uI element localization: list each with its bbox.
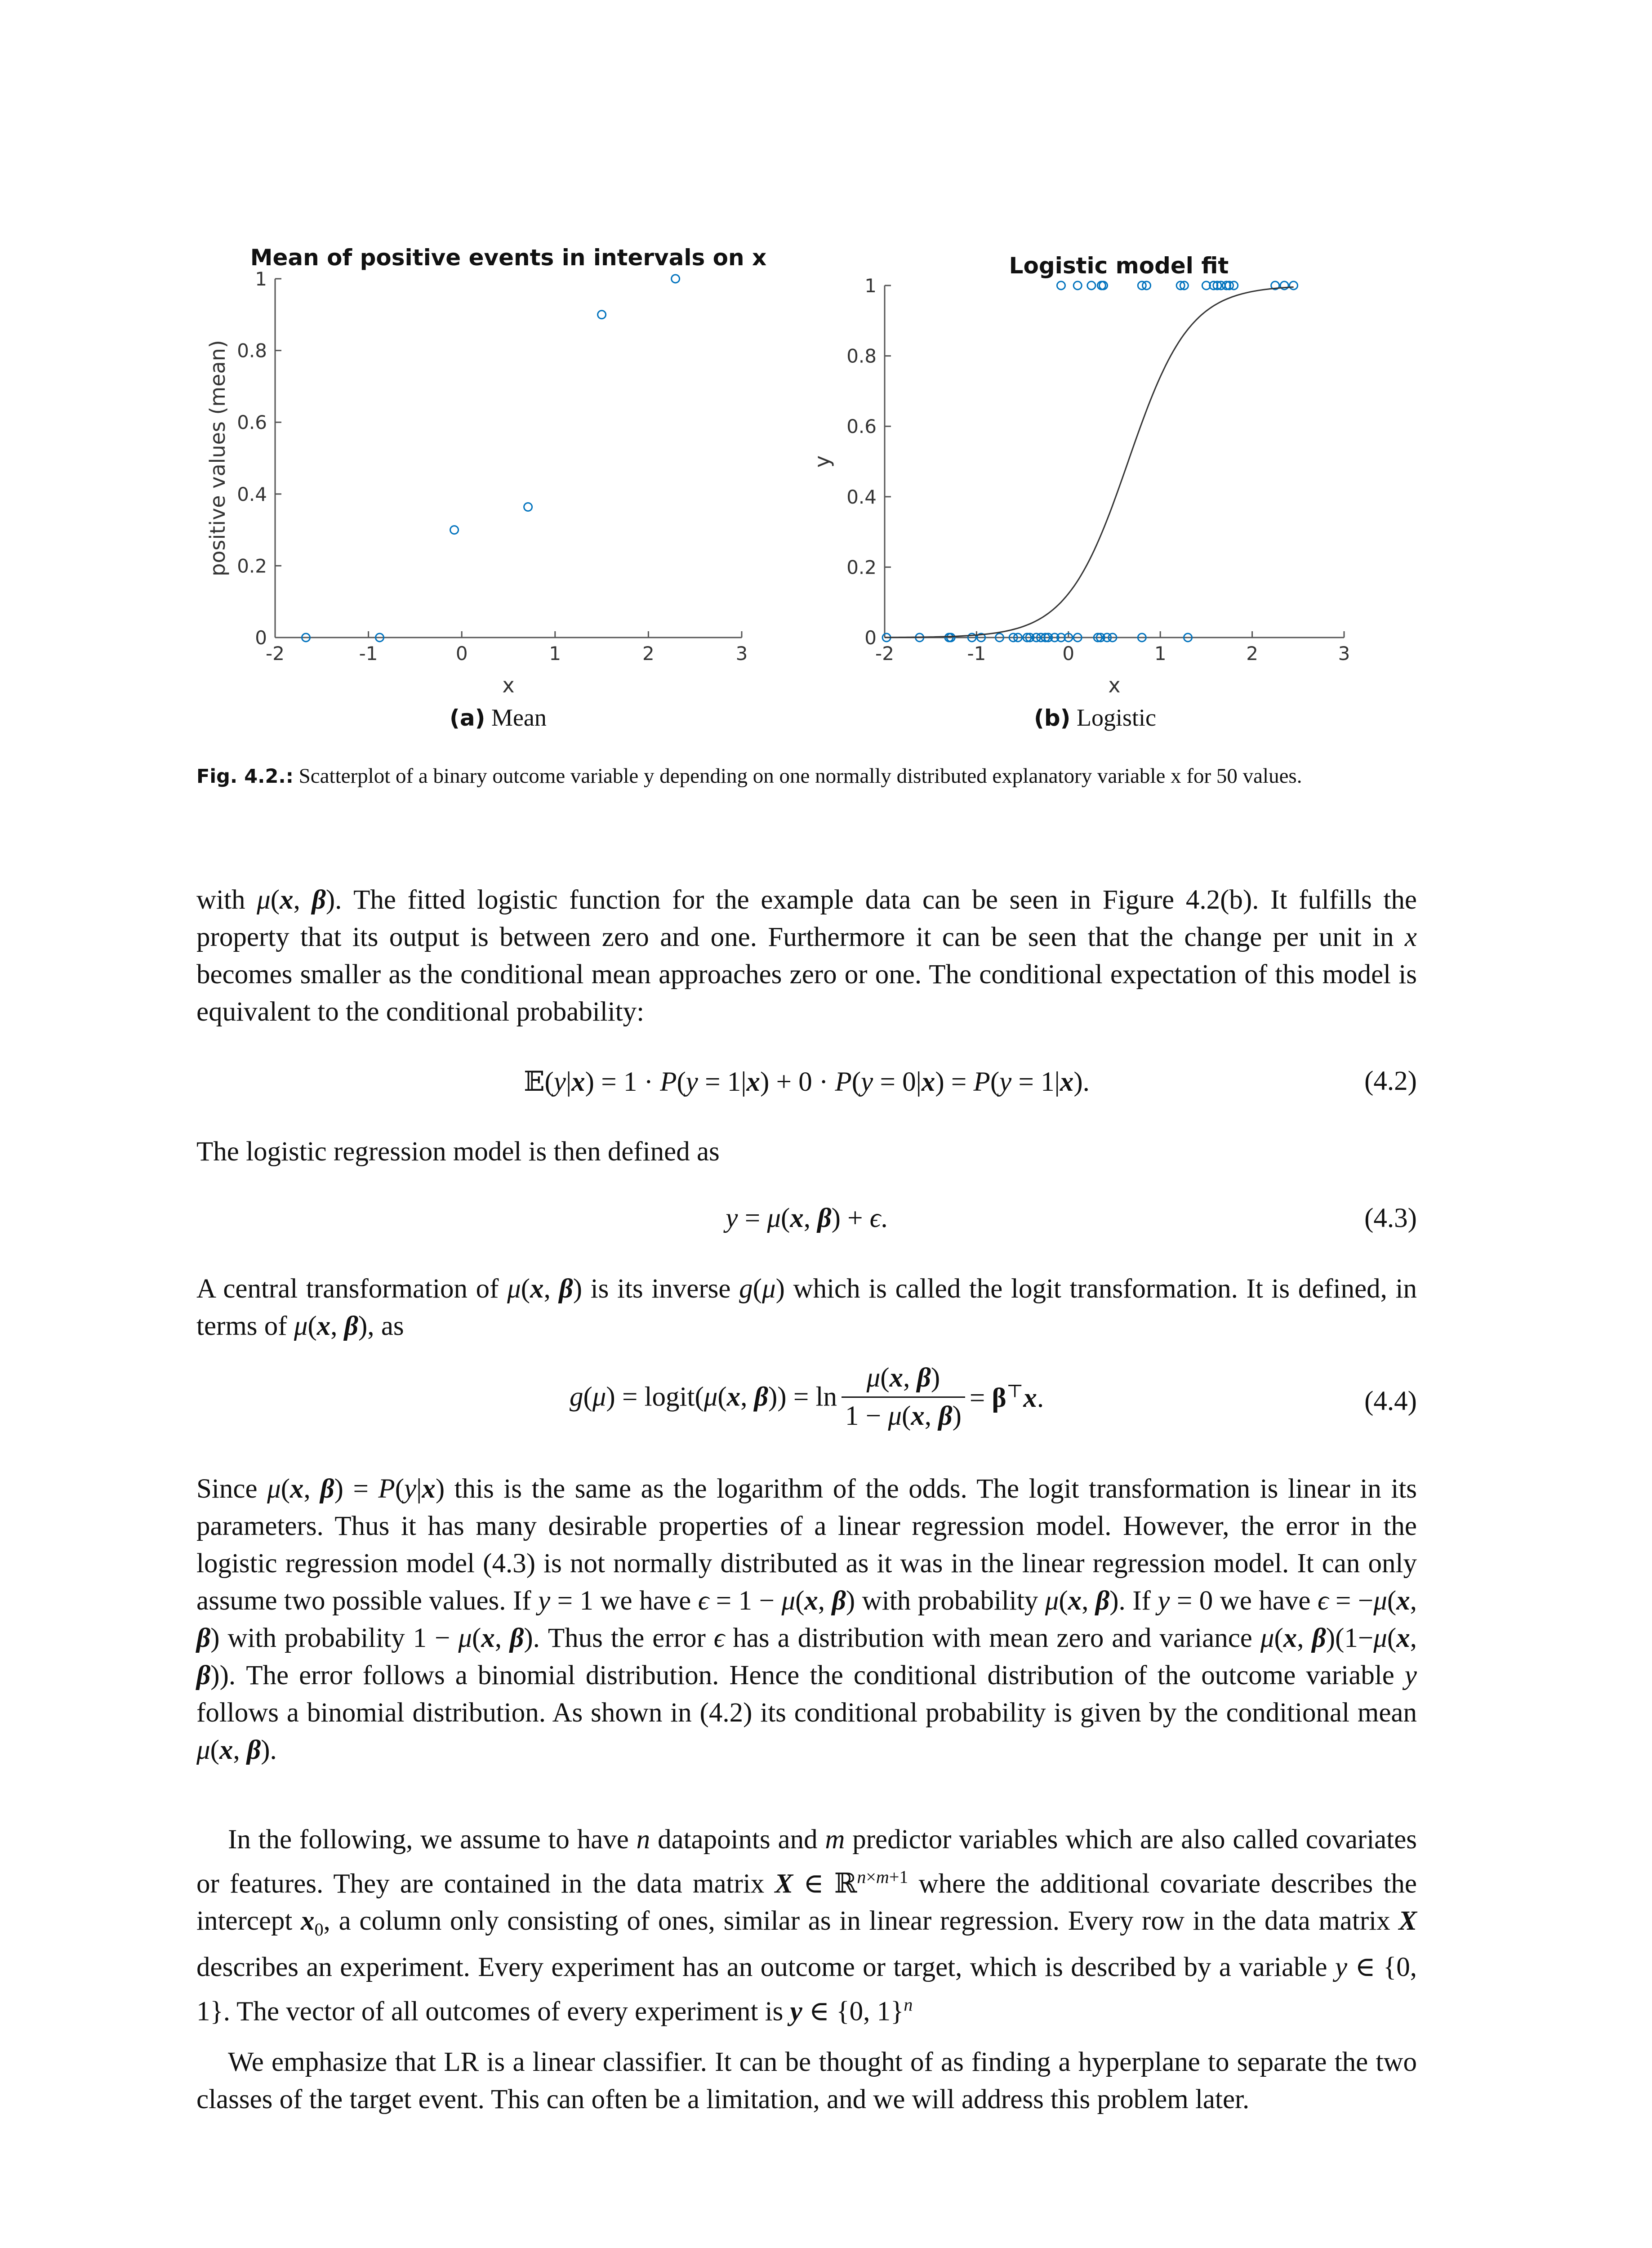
figure-caption	[196, 760, 1417, 793]
chart2-title: Logistic model fit	[1009, 253, 1229, 279]
chart2-y-tick-label: 0	[864, 627, 877, 649]
chart1-x-tick-label: 2	[642, 642, 655, 665]
chart2-y-axis-label: y	[810, 455, 834, 468]
equation-4-2	[196, 1066, 1417, 1106]
chart1-x-tick-label: 1	[549, 642, 561, 665]
chart1-title: Mean of positive events in intervals on x	[250, 245, 767, 271]
subcaption-a-label: (a)	[450, 705, 485, 731]
chart2-series2-point	[1073, 281, 1082, 290]
chart2-series2-point	[1057, 281, 1065, 290]
subcaption-a	[450, 704, 547, 731]
chart1-y-tick-label: 0	[255, 627, 267, 649]
chart2-x-tick-label: -1	[967, 642, 986, 665]
equation-4-2-number: (4.2)	[1364, 1066, 1417, 1096]
chart2-x-axis-label: x	[1108, 673, 1121, 697]
subcaption-b	[1034, 704, 1156, 731]
chart2-series2-point	[1087, 281, 1095, 290]
equation-4-3-body: y = μ(x, β) + ϵ.	[726, 1203, 888, 1233]
chart1-point	[672, 275, 680, 283]
chart2-x-tick-label: -2	[875, 642, 894, 665]
chart2-logistic-fit-line	[885, 287, 1294, 638]
chart1-x-tick-label: 0	[455, 642, 468, 665]
chart1-y-tick-label: 0.2	[237, 555, 267, 577]
figure-caption-text: Scatterplot of a binary outcome variable y depending on one normally distributed explanatory variable x for 50 values.	[293, 764, 1302, 788]
paragraph-1: with μ(x, β). The fitted logistic function for the example data can be seen in Figure 4.2(b). It fulfills the property that its output is between zero and one. Furthermore it can be seen that the change per unit in x becomes smaller as the conditional mean approaches zero or one. The conditional expectation of this model is equivalent to the conditional probability:	[196, 885, 1417, 1027]
figure-4-2	[0, 0, 1652, 764]
equation-4-4	[196, 1362, 1417, 1452]
paragraph-3: A central transformation of μ(x, β) is its inverse g(μ) which is called the logit transformation. It is defined, in terms of μ(x, β), as	[196, 1274, 1417, 1341]
chart1-x-tick-label: -2	[266, 642, 285, 665]
chart2-y-tick-label: 0.6	[846, 415, 877, 438]
equation-4-3-number: (4.3)	[1364, 1203, 1417, 1233]
chart1-point	[450, 526, 459, 534]
chart1-y-tick-label: 0.4	[237, 483, 267, 505]
chart1-x-tick-label: 3	[735, 642, 748, 665]
paragraph-5: In the following, we assume to have n datapoints and m predictor variables which are also called covariates or features. They are contained in the data matrix X ∈ ℝ$^{n\times m+1}$ where the additional covariate describes the intercept $x_0$, a column only consisting of ones, similar as in linear regression. Every row in the data matrix X describes an experiment. Every experiment has an outcome or target, which is described by a variable y ∈ {0, 1}. The vector of all outcomes of every experiment is y ∈ {0, 1}$^n$	[196, 1824, 1417, 2026]
chart1-point	[598, 311, 606, 319]
chart2-y-tick-label: 1	[864, 275, 877, 297]
chart1-y-axis-label: positive values (mean)	[205, 340, 230, 576]
subcaption-b-text: Logistic	[1077, 704, 1156, 731]
equation-4-2-body: 𝔼(y|x) = 1 · P(y = 1|x) + 0 · P(y = 0|x) = P(y = 1|x).	[524, 1067, 1090, 1097]
chart2-y-tick-label: 0.8	[846, 345, 877, 367]
subcaption-b-label: (b)	[1034, 705, 1071, 731]
chart2-y-tick-label: 0.2	[846, 556, 877, 579]
figure-caption-label: Fig. 4.2.:	[196, 765, 294, 788]
paragraph-4: Since μ(x, β) = P(y|x) this is the same as the logarithm of the odds. The logit transformation is linear in its parameters. Thus it has many desirable properties of a linear regression model. However, the error in the logistic regression model (4.3) is not normally distributed as it was in the linear regression model. It can only assume two possible values. If y = 1 we have ϵ = 1 − μ(x, β) with probability μ(x, β). If y = 0 we have ϵ = −μ(x, β) with probability 1 − μ(x, β). Thus the error ϵ has a distribution with mean zero and variance μ(x, β)(1−μ(x, β)). The error follows a binomial distribution. Hence the conditional distribution of the outcome variable y follows a binomial distribution. As shown in (4.2) its conditional probability is given by the conditional mean μ(x, β).	[196, 1474, 1417, 1765]
chart1-y-tick-label: 0.8	[237, 339, 267, 362]
chart1-point	[524, 503, 532, 511]
equation-4-3	[196, 1203, 1417, 1243]
subcaption-a-text: Mean	[491, 704, 547, 731]
chart2-y-tick-label: 0.4	[846, 486, 877, 508]
paragraph-6: We emphasize that LR is a linear classifier. It can be thought of as finding a hyperplane to separate the two classes of the target event. This can often be a limitation, and we will address this problem later.	[196, 2047, 1417, 2114]
chart1-y-tick-label: 0.6	[237, 411, 267, 434]
chart1-x-axis-label: x	[502, 673, 515, 697]
equation-4-4-body: g(μ) = logit(μ(x, β)) = ln $\frac{\mu(x, \beta)}{1 - \mu(x, \beta)}$ = β⊤x.	[569, 1363, 1044, 1431]
chart2-x-tick-label: 2	[1246, 642, 1258, 665]
chart2-x-tick-label: 1	[1154, 642, 1167, 665]
equation-4-4-number: (4.4)	[1364, 1386, 1417, 1416]
paragraph-2: The logistic regression model is then defined as	[196, 1137, 720, 1167]
chart2-series2-point	[1290, 281, 1298, 290]
chart1-y-tick-label: 1	[255, 268, 267, 290]
chart2-x-tick-label: 3	[1338, 642, 1350, 665]
chart2-x-tick-label: 0	[1062, 642, 1075, 665]
chart1-x-tick-label: -1	[359, 642, 378, 665]
